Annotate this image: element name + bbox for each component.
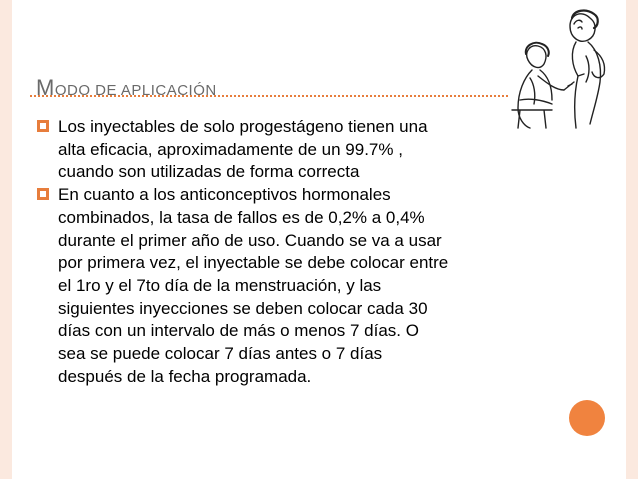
bullet-line: por primera vez, el inyectable se debe colocar entre xyxy=(58,253,449,273)
bullet-line: sea se puede colocar 7 días antes o 7 días xyxy=(58,344,383,364)
title-divider xyxy=(30,95,508,97)
title-part-3: APLICACIÓN xyxy=(120,82,217,99)
slide-title xyxy=(36,66,217,103)
title-part-1: ODO xyxy=(54,82,96,99)
bullet-text xyxy=(58,116,556,184)
bullet-line: En cuanto a los anticonceptivos hormonales xyxy=(58,185,391,205)
bullet-line: después de la fecha programada. xyxy=(58,366,312,386)
bullet-item xyxy=(36,116,556,184)
bullet-square-icon xyxy=(36,187,50,201)
title-part-2: DE xyxy=(95,82,121,99)
title-initial: M xyxy=(36,75,55,100)
bullet-line: alta eficacia, aproximadamente de un 99.7% , xyxy=(58,139,403,159)
bullet-line: combinados, la tasa de fallos es de 0,2% a 0,4% xyxy=(58,207,425,227)
slide-content xyxy=(36,116,556,388)
bullet-item xyxy=(36,184,556,388)
bullet-line: cuando son utilizadas de forma correcta xyxy=(58,162,360,182)
bullet-line: días con un intervalo de más o menos 7 días. O xyxy=(58,321,419,341)
bullet-line: durante el primer año de uso. Cuando se va a usar xyxy=(58,230,442,250)
nurse-injection-illustration xyxy=(490,4,630,130)
bullet-line: Los inyectables de solo progestágeno tienen una xyxy=(58,117,428,136)
bullet-square-icon xyxy=(36,119,50,133)
bullet-line: siguientes inyecciones se deben colocar cada 30 xyxy=(58,298,428,318)
orange-circle-decoration xyxy=(569,400,605,436)
bullet-text xyxy=(58,184,556,388)
left-border-stripe xyxy=(0,0,12,479)
bullet-line: el 1ro y el 7to día de la menstruación, y las xyxy=(58,275,382,295)
